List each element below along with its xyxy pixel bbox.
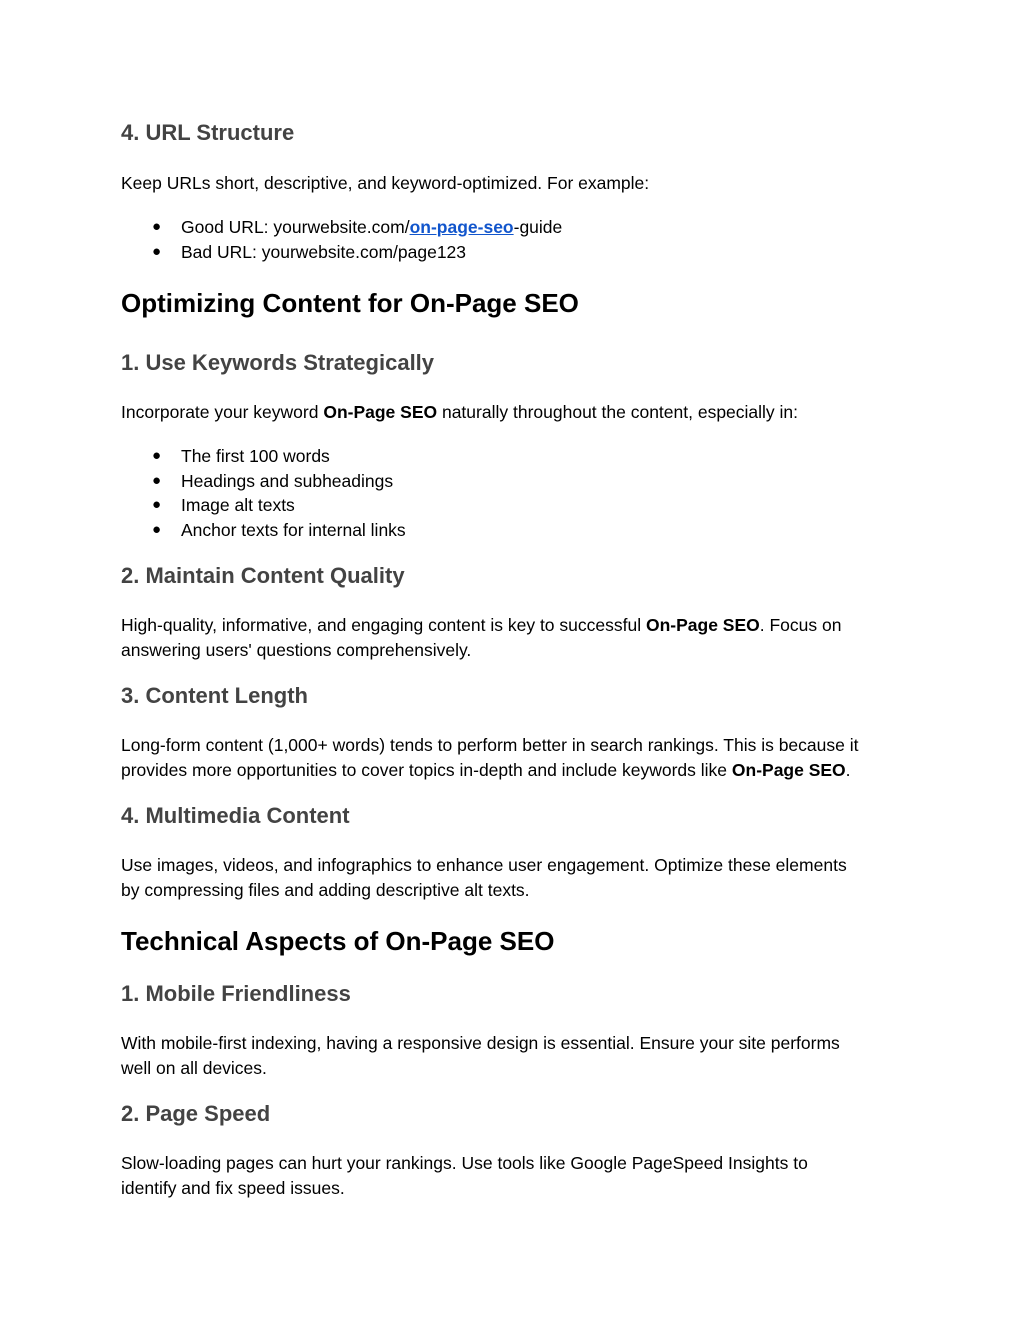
bad-url-text: Bad URL: yourwebsite.com/page123 <box>181 241 467 262</box>
bullet-icon: ● <box>152 496 162 513</box>
multimedia-content-heading: 4. Multimedia Content <box>121 803 350 828</box>
keyword-placement-list <box>121 444 406 542</box>
bullet-icon: ● <box>152 218 162 235</box>
mobile-friendliness-heading: 1. Mobile Friendliness <box>121 981 351 1006</box>
content-length-paragraph: Long-form content (1,000+ words) tends to perform better in search rankings. This is because it provides more opportunities to cover topics in-depth and include keywords like On-Page SEO. <box>121 735 859 780</box>
list-item: ● Image alt texts <box>121 493 406 518</box>
bullet-icon: ● <box>152 242 162 260</box>
multimedia-content-paragraph: Use images, videos, and infographics to enhance user engagement. Optimize these elements by compressing files and adding descriptive alt texts. <box>121 855 847 900</box>
list-item <box>121 240 562 265</box>
bullet-icon: ● <box>152 447 162 464</box>
optimizing-content-heading: Optimizing Content for On-Page SEO <box>121 288 579 318</box>
list-item: ● Anchor texts for internal links <box>121 518 406 543</box>
content-quality-paragraph: High-quality, informative, and engaging content is key to successful On-Page SEO. Focus on answering users' questions comprehensively. <box>121 615 842 660</box>
url-structure-heading: 4. URL Structure <box>121 120 295 145</box>
good-url-prefix: Good URL: yourwebsite.com/ <box>181 217 410 237</box>
on-page-seo-link[interactable]: on-page-seo <box>409 217 514 237</box>
list-item: ● Headings and subheadings <box>121 469 406 494</box>
list-item: ● The first 100 words <box>121 444 406 469</box>
mobile-friendliness-paragraph: With mobile-first indexing, having a responsive design is essential. Ensure your site performs well on all devices. <box>121 1033 840 1078</box>
content-length-heading: 3. Content Length <box>121 683 308 708</box>
page-speed-paragraph: Slow-loading pages can hurt your rankings. Use tools like Google PageSpeed Insights to identify and fix speed issues. <box>121 1153 808 1198</box>
list-item <box>121 215 562 240</box>
content-quality-heading: 2. Maintain Content Quality <box>121 563 405 588</box>
use-keywords-paragraph: Incorporate your keyword On-Page SEO naturally throughout the content, especially in: <box>121 402 799 422</box>
use-keywords-heading: 1. Use Keywords Strategically <box>121 350 435 375</box>
good-url-suffix: -guide <box>513 217 563 237</box>
page-speed-heading: 2. Page Speed <box>121 1101 271 1126</box>
url-structure-intro: Keep URLs short, descriptive, and keyword-optimized. For example: <box>121 173 650 193</box>
technical-aspects-heading: Technical Aspects of On-Page SEO <box>121 926 555 956</box>
bullet-icon: ● <box>152 520 162 538</box>
keyword-bold: On-Page SEO <box>323 402 438 422</box>
bullet-icon: ● <box>152 471 162 489</box>
url-example-list <box>121 215 562 264</box>
